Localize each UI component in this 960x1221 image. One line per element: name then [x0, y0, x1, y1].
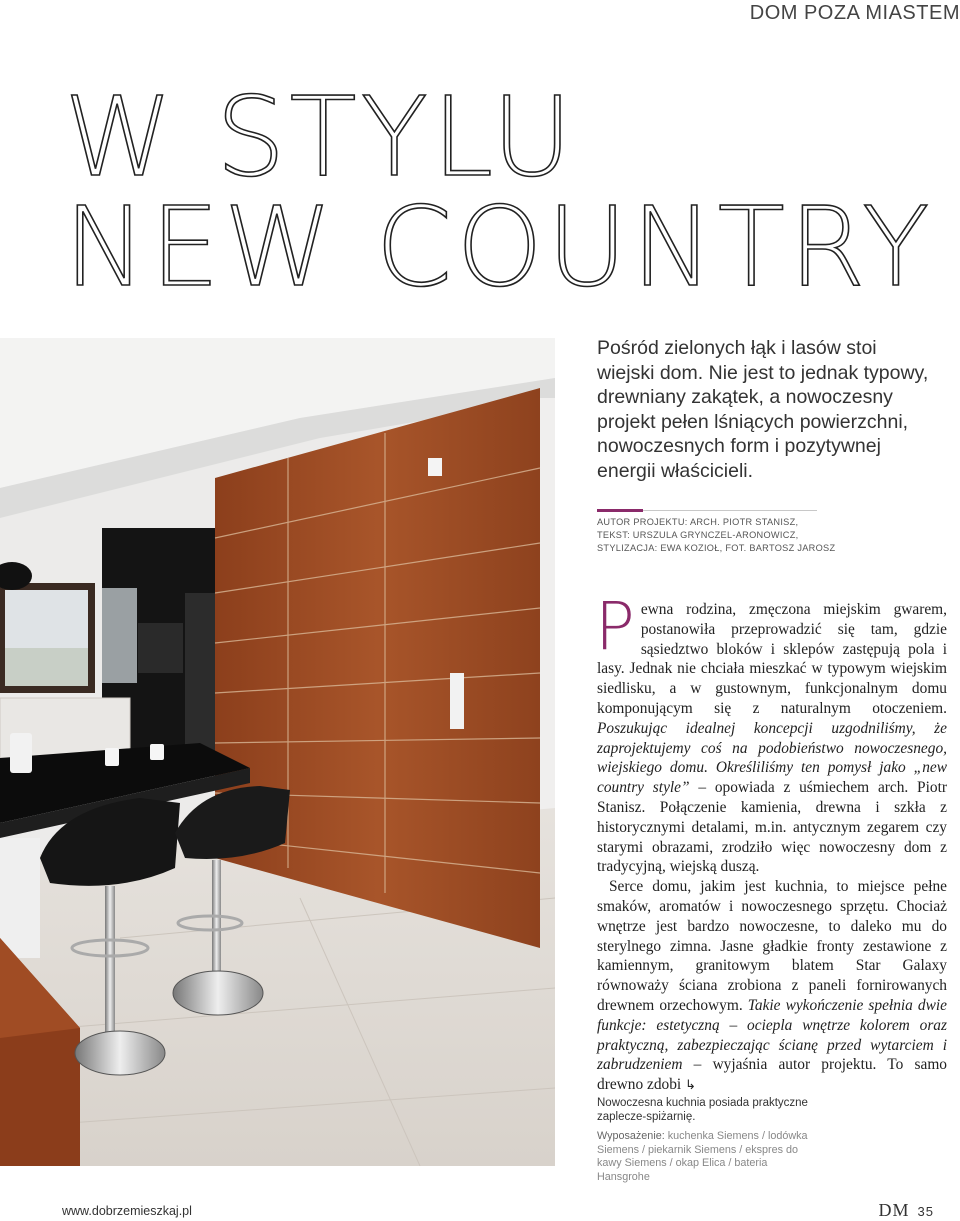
caption-equipment	[597, 1130, 812, 1184]
footer-url[interactable]: www.dobrzemieszkaj.pl	[62, 1204, 192, 1218]
credits-divider-accent	[597, 509, 643, 512]
page-number: 35	[917, 1204, 934, 1219]
body-p2-quote: Takie wykończenie spełnia dwie funkcje: estetyczną – ociepla wnętrze kolorem oraz praktyczną, zabezpieczając ścianę przed wytarciem i zabrudzeniem	[597, 996, 948, 1074]
body-p1-text-a: ewna rodzina, zmęczona miejskim gwarem, postanowiła przeprowadzić się tam, gdzie sąsiedztwo bloków i sklepów zastępują pola i lasy. Jednak nie chciała mieszkać w typowym wiejskim siedlisku, a w gustownym, funkcjonalnym domu komponującym się z naturalnym otoczeniem.	[597, 601, 947, 717]
article-title	[64, 73, 944, 311]
body-p2-text-a: Serce domu, jakim jest kuchnia, to miejsce pełne smaków, aromatów i nowoczesnego sprzętu. Chociaż wnętrze jest bardzo nowoczesne, to daleko mu do sterylnego zimna. Jasne gładkie fronty zestawione z kamiennym, granitowym blatem Star Galaxy równoważy ściana zrobiona z paneli fornirowanych drewnem orzechowym.	[597, 878, 947, 1014]
kitchen-photo	[0, 338, 555, 1166]
equipment-label: Wyposażenie:	[597, 1130, 665, 1142]
title-line-1: W STYLU	[64, 73, 577, 201]
body-p2-text-b: – wyjaśnia autor projektu. To samo drewno zdobi	[597, 1056, 947, 1094]
title-line-2: NEW COUNTRY	[64, 183, 934, 311]
section-label: DOM POZA MIASTEM	[749, 2, 960, 24]
article-body	[595, 588, 948, 1096]
magazine-logo: DM	[878, 1200, 910, 1220]
body-p1-text-b: – opowiada z uśmiechem arch. Piotr Stanisz. Połączenie kamienia, drewna i szkła z historycznymi detalami, m.in. antycznym zegarem czy starymi obrazami, zrodziło więc nowoczesny dom z tradycyjną, wiejską duszą.	[597, 779, 947, 876]
credits-line-3: STYLIZACJA: EWA KOZIOŁ, FOT. BARTOSZ JAROSZ	[597, 543, 836, 553]
lead-paragraph: Pośród zielonych łąk i lasów stoi wiejski dom. Nie jest to jednak typowy, drewniany zakątek, a nowoczesny projekt pełen lśniących powierzchni, nowoczesnych form i pozytywnej energii właścicieli.	[597, 337, 929, 482]
body-p1-quote: Poszukując idealnej koncepcji uzgodniliśmy, że zaprojektujemy coś na podobieństwo nowoczesnego, wiejskiego domu. Określiliśmy ten pomysł jako „new country style”	[597, 719, 947, 797]
continue-arrow-icon: ↳	[685, 1078, 696, 1094]
credits-line-2: TEKST: URSZULA GRYNCZEL-ARONOWICZ,	[597, 530, 799, 540]
equipment-text: kuchenka Siemens / lodówka Siemens / piekarnik Siemens / ekspres do kawy Siemens / okap Elica / bateria Hansgrohe	[597, 1130, 808, 1183]
body-paragraph-1	[595, 588, 947, 877]
credits	[597, 516, 927, 555]
footer-magazine	[879, 1200, 934, 1221]
credits-divider	[597, 510, 817, 511]
dropcap: P	[595, 588, 635, 665]
photo-caption	[597, 1096, 812, 1184]
body-paragraph-2	[597, 877, 947, 1096]
credits-line-1: AUTOR PROJEKTU: ARCH. PIOTR STANISZ,	[597, 517, 799, 527]
caption-text: Nowoczesna kuchnia posiada praktyczne zaplecze-spiżarnię.	[597, 1097, 808, 1123]
